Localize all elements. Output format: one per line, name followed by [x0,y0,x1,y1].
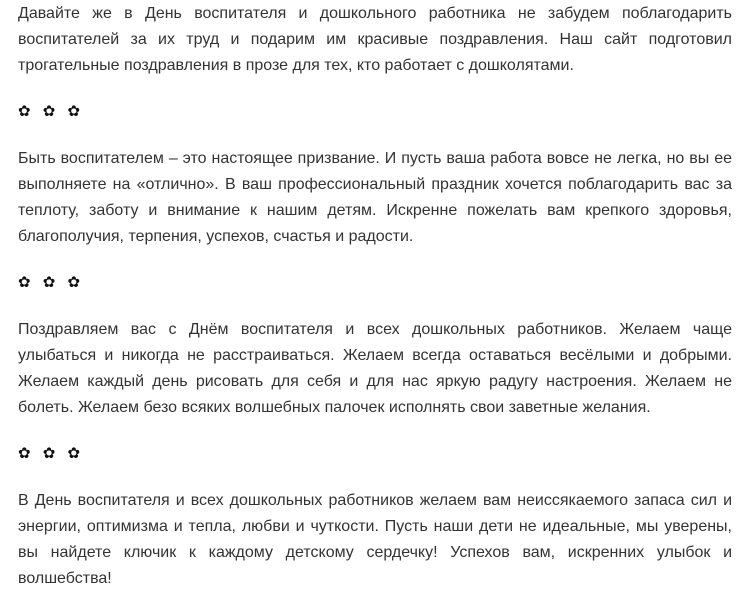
flower-icon: ✿ ✿ ✿ [18,103,85,120]
intro-paragraph: Давайте же в День воспитателя и дошкольного работника не забудем поблагодарить воспитателей за их труд и подарим им красивые поздравления. Наш сайт подготовил трогательные поздравления в прозе для тех, кто работает с дошколятами. [18,5,732,74]
flower-icon: ✿ ✿ ✿ [18,445,85,462]
flower-separator [18,270,732,296]
greeting-paragraph: Быть воспитателем – это настоящее призвание. И пусть ваша работа вовсе не легка, но вы ее выполняете на «отлично». В ваш профессиональный праздник хочется поблагодарить вас за теплоту, заботу и внимание к нашим детям. Искренне пожелать вам крепкого здоровья, благополучия, терпения, успехов, счастья и радости. [18,150,732,245]
greeting-paragraph: Поздравляем вас с Днём воспитателя и всех дошкольных работников. Желаем чаще улыбаться и никогда не расстраиваться. Желаем всегда оставаться весёлыми и добрыми. Желаем каждый день рисовать для себя и для нас яркую радугу настроения. Желаем не болеть. Желаем безо всяких волшебных палочек исполнять свои заветные желания. [18,321,732,416]
flower-separator [18,99,732,125]
greeting-paragraph: В День воспитателя и всех дошкольных работников желаем вам неиссякаемого запаса сил и энергии, оптимизма и тепла, любви и чуткости. Пусть наши дети не идеальные, мы уверены, вы найдете ключик к каждому детскому сердечку! Успехов вам, искренних улыбок и волшебства! [18,492,732,587]
article-body [18,1,732,592]
flower-separator [18,441,732,467]
flower-icon: ✿ ✿ ✿ [18,274,85,291]
